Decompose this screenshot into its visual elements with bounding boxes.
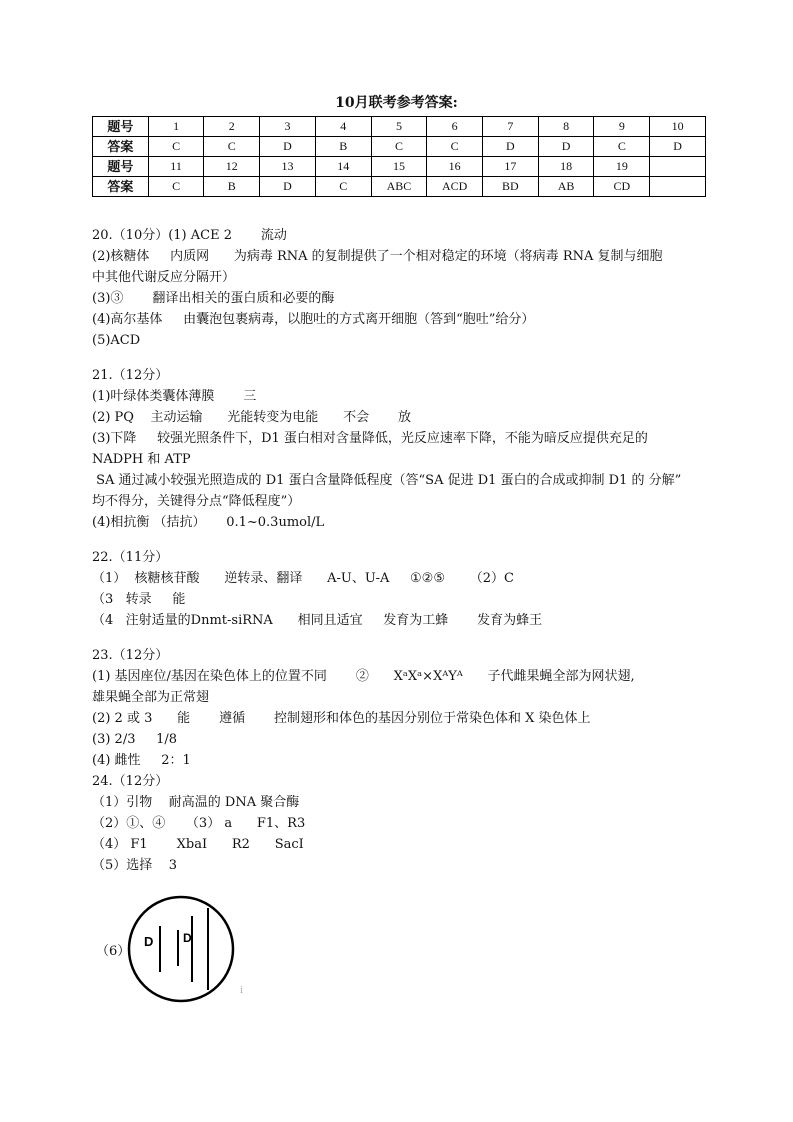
section-gap [92,351,732,365]
table-cell: D [538,137,594,157]
answer-line: （1） 核糖核苷酸 逆转录、翻译 A-U、U-A ①②⑤ （2）C [92,571,515,586]
table-cell: 2 [204,117,260,137]
answer-line: 均不得分，关键得分点“降低程度”） [92,494,301,509]
table-cell: ABC [371,177,427,197]
answer-line: 23.（12分） [92,648,169,663]
section-gap [92,631,732,645]
table-cell: 19 [594,157,650,177]
table-cell: C [315,177,371,197]
answer-line: （4） F1 XbaI R2 SacI [92,837,304,852]
answer-line: (3) 2/3 1/8 [92,732,178,747]
table-cell: 18 [538,157,594,177]
table-cell: 14 [315,157,371,177]
answer-line: 中其他代谢反应分隔开） [92,270,236,285]
table-cell: D [650,137,706,157]
section-gap [92,533,732,547]
answer-line: NADPH 和 ATP [92,452,191,467]
answer-line: (1)叶绿体类囊体薄膜 三 [92,389,257,404]
answer-line: 雄果蝇全部为正常翅 [92,690,210,705]
answer-line: (4) 雌性 2：1 [92,753,191,768]
answer-line: (4)高尔基体 由囊泡包裹病毒，以胞吐的方式离开细胞（答到“胞吐”给分） [92,312,535,327]
table-row-header: 题号 [93,117,149,137]
table-cell: 6 [427,117,483,137]
table-cell: AB [538,177,594,197]
table-cell: ACD [427,177,483,197]
table-cell [650,177,706,197]
answer-line: 22.（11分） [92,550,169,565]
table-cell: C [148,177,204,197]
table-row [93,137,706,157]
table-cell: 16 [427,157,483,177]
table-cell: C [427,137,483,157]
answer-line: （1）引物 耐高温的 DNA 聚合酶 [92,795,300,810]
answer-line: （2）①、④ （3） a F1、R3 [92,816,306,831]
table-cell: 3 [260,117,316,137]
answer-line: （4 注射适量的Dnmt-siRNA 相同且适宜 发育为工蜂 发育为蜂王 [92,613,543,628]
answer-line: （5）选择 3 [92,858,178,873]
table-cell: 4 [315,117,371,137]
table-cell: 11 [148,157,204,177]
table-cell: B [315,137,371,157]
table-cell: 7 [483,117,539,137]
figure-label: （6） [96,944,131,959]
table-cell: B [204,177,260,197]
table-cell: 17 [483,157,539,177]
table-cell: 10 [650,117,706,137]
table-cell: 5 [371,117,427,137]
gene-label-d1: D [144,934,154,949]
table-cell: C [594,137,650,157]
answer-line: SA 通过减小较强光照造成的 D1 蛋白含量降低程度（答“SA 促进 D1 蛋白的合成或抑制 D1 的 分解” [92,473,682,488]
answer-line: 21.（12分） [92,368,169,383]
chromosome-cell-figure [126,894,236,1004]
table-cell: 9 [594,117,650,137]
table-cell: D [260,177,316,197]
answer-key-title: 10月联考参考答案: [335,95,458,111]
table-cell: D [483,137,539,157]
answer-line: (3)下降 较强光照条件下，D1 蛋白相对含量降低，光反应速率下降，不能为暗反应提供充足的 [92,431,648,446]
answer-line: (5)ACD [92,333,141,348]
answer-table [92,116,706,197]
answer-line: 20.（10分）(1) ACE 2 流动 [92,228,287,243]
table-cell: C [148,137,204,157]
table-cell: 12 [204,157,260,177]
table-row [93,177,706,197]
table-row-header: 答案 [93,177,149,197]
answer-lines [92,225,732,876]
answer-line: （3 转录 能 [92,592,186,607]
table-cell: CD [594,177,650,197]
table-cell: 8 [538,117,594,137]
table-row [93,117,706,137]
table-cell [650,157,706,177]
answer-line: (4)相抗衡 （拮抗） 0.1~0.3umol/L [92,515,325,530]
stray-mark: i [240,986,243,996]
answer-line: (2)核糖体 内质网 为病毒 RNA 的复制提供了一个相对稳定的环境（将病毒 RNA 复制与细胞 [92,249,663,264]
answer-line: (1) 基因座位/基因在染色体上的位置不同 ② XᵃXᵃ×XᴬYᴬ 子代雌果蝇全部为网状翅, [92,669,635,684]
table-row-header: 答案 [93,137,149,157]
table-cell: D [260,137,316,157]
answer-line: 24.（12分） [92,774,169,789]
table-cell: C [371,137,427,157]
cell-outline [129,897,233,1001]
table-cell: C [204,137,260,157]
table-cell: 13 [260,157,316,177]
answer-line: (2) 2 或 3 能 遵循 控制翅形和体色的基因分别位于常染色体和 X 染色体上 [92,711,591,726]
table-row [93,157,706,177]
table-row-header: 题号 [93,157,149,177]
table-cell: 15 [371,157,427,177]
answer-line: (2) PQ 主动运输 光能转变为电能 不会 放 [92,410,411,425]
answer-line: (3)③ 翻译出相关的蛋白质和必要的酶 [92,291,335,306]
table-cell: 1 [148,117,204,137]
gene-label-d2: D [183,931,192,945]
table-cell: BD [483,177,539,197]
